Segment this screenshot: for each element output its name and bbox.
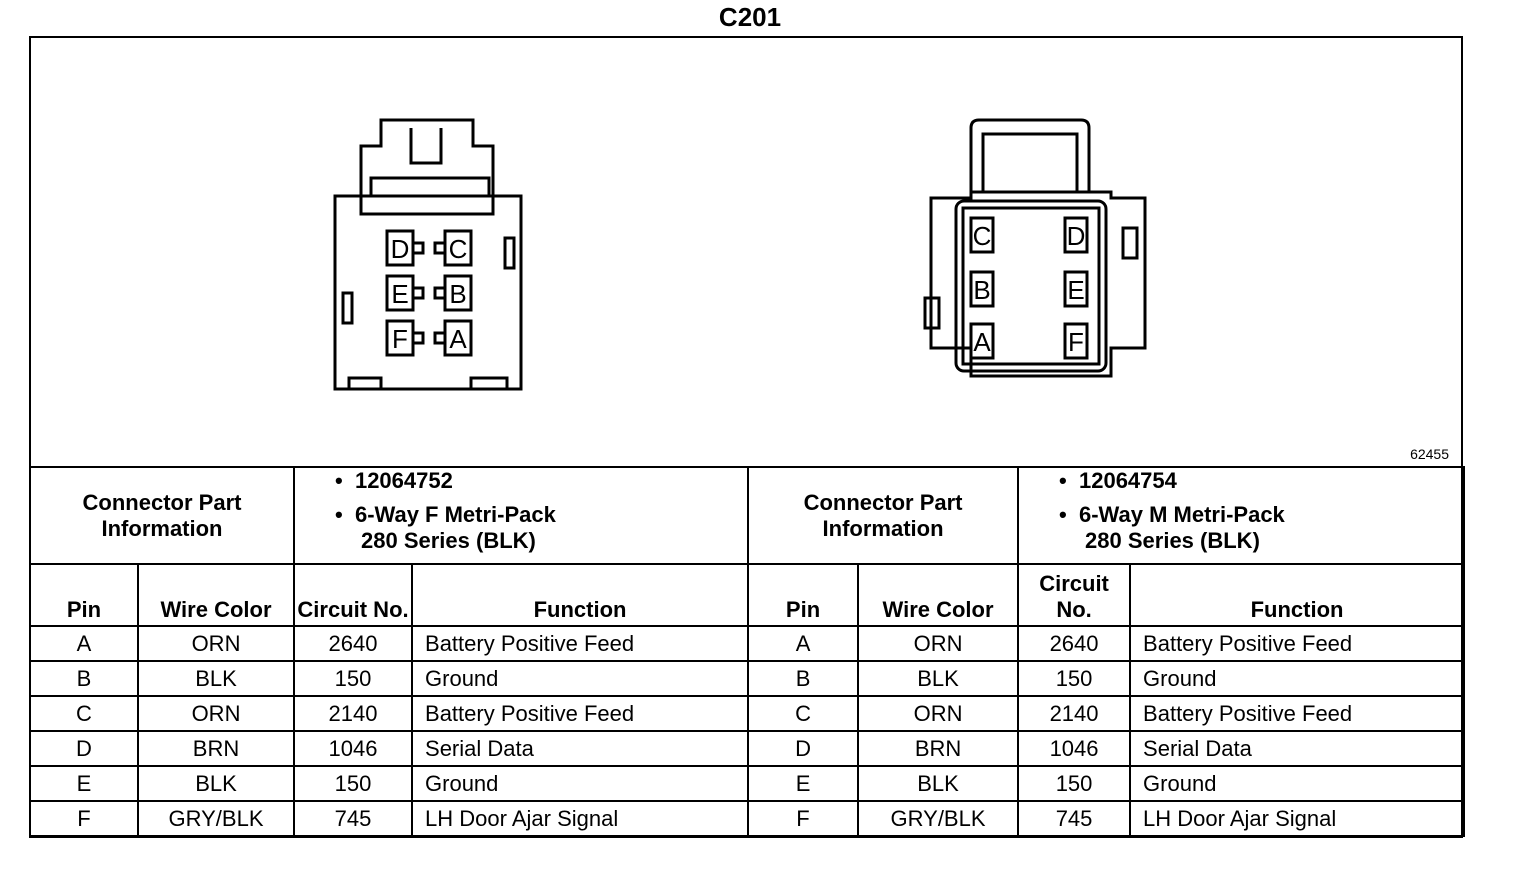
function-cell: Ground <box>1130 661 1464 696</box>
pin-cell: E <box>748 766 858 801</box>
circuit-cell: 745 <box>294 801 412 836</box>
right-col-pin: Pin <box>748 564 858 626</box>
circuit-cell: 150 <box>294 766 412 801</box>
pin-cell: B <box>30 661 138 696</box>
pin-cell: F <box>30 801 138 836</box>
function-cell: Ground <box>1130 766 1464 801</box>
wire-cell: ORN <box>138 626 294 661</box>
left-description-line2: 280 Series (BLK) <box>361 528 536 553</box>
right-connector-part-info: • 12064754 • 6-Way M Metri-Pack 280 Series (BLK) <box>1018 467 1464 564</box>
function-cell: Battery Positive Feed <box>1130 696 1464 731</box>
female-pin-label: C <box>448 234 468 264</box>
function-cell: LH Door Ajar Signal <box>1130 801 1464 836</box>
circuit-cell: 1046 <box>1018 731 1130 766</box>
male-pin-label: E <box>1067 275 1085 305</box>
male-pin-label: D <box>1066 221 1086 251</box>
pin-cell: C <box>748 696 858 731</box>
wire-cell: ORN <box>858 626 1018 661</box>
pin-cell: D <box>30 731 138 766</box>
left-part-number: 12064752 <box>354 468 453 493</box>
right-description-line2: 280 Series (BLK) <box>1085 528 1260 553</box>
circuit-cell: 2140 <box>294 696 412 731</box>
drawing-number: 62455 <box>1410 446 1449 462</box>
right-col-function: Function <box>1130 564 1464 626</box>
left-connector-part-label: Connector Part Information <box>30 467 294 564</box>
wire-cell: BLK <box>138 766 294 801</box>
left-col-wire-color: Wire Color <box>138 564 294 626</box>
pin-cell: B <box>748 661 858 696</box>
circuit-cell: 150 <box>294 661 412 696</box>
pin-cell: D <box>748 731 858 766</box>
wire-cell: BRN <box>858 731 1018 766</box>
table-row <box>30 731 1464 766</box>
female-connector-pin-labels <box>391 234 468 354</box>
female-pin-label: F <box>392 324 408 354</box>
function-cell: Ground <box>412 661 748 696</box>
male-connector-drawing <box>925 120 1145 376</box>
function-cell: Battery Positive Feed <box>412 696 748 731</box>
circuit-cell: 2140 <box>1018 696 1130 731</box>
page-title: C201 <box>718 2 782 32</box>
table-row <box>30 766 1464 801</box>
table-row <box>30 661 1464 696</box>
female-pin-label: E <box>391 279 409 309</box>
male-connector-pin-labels <box>973 221 1086 357</box>
right-col-circuit: Circuit No. <box>1018 564 1130 626</box>
wire-cell: BLK <box>858 661 1018 696</box>
pin-cell: A <box>30 626 138 661</box>
wire-cell: BLK <box>858 766 1018 801</box>
connector-diagrams <box>31 38 1461 466</box>
function-cell: Ground <box>412 766 748 801</box>
left-col-pin: Pin <box>30 564 138 626</box>
right-part-number: 12064754 <box>1078 468 1177 493</box>
right-description-line1: 6-Way M Metri-Pack <box>1078 502 1285 527</box>
wire-cell: GRY/BLK <box>138 801 294 836</box>
circuit-cell: 2640 <box>294 626 412 661</box>
right-col-wire-color: Wire Color <box>858 564 1018 626</box>
male-pin-label: B <box>973 275 991 305</box>
pin-cell: F <box>748 801 858 836</box>
table-row <box>30 801 1464 836</box>
table-row <box>30 696 1464 731</box>
female-connector-drawing <box>335 120 521 389</box>
function-cell: Serial Data <box>1130 731 1464 766</box>
function-cell: Battery Positive Feed <box>1130 626 1464 661</box>
left-col-circuit: Circuit No. <box>294 564 412 626</box>
pinout-tables <box>29 466 1465 837</box>
female-pin-label: A <box>449 324 467 354</box>
right-connector-part-label: Connector Part Information <box>748 467 1018 564</box>
function-cell: LH Door Ajar Signal <box>412 801 748 836</box>
left-description-line1: 6-Way F Metri-Pack <box>354 502 556 527</box>
circuit-cell: 1046 <box>294 731 412 766</box>
function-cell: Serial Data <box>412 731 748 766</box>
wire-cell: BLK <box>138 661 294 696</box>
circuit-cell: 745 <box>1018 801 1130 836</box>
pin-cell: E <box>30 766 138 801</box>
male-pin-label: F <box>1068 327 1084 357</box>
pin-cell: A <box>748 626 858 661</box>
wire-cell: ORN <box>858 696 1018 731</box>
circuit-cell: 150 <box>1018 766 1130 801</box>
female-pin-label: B <box>449 279 467 309</box>
left-connector-part-info: • 12064752 • 6-Way F Metri-Pack 280 Series (BLK) <box>294 467 748 564</box>
male-pin-label: C <box>972 221 992 251</box>
pin-cell: C <box>30 696 138 731</box>
connector-sheet <box>29 36 1463 838</box>
table-row <box>30 626 1464 661</box>
function-cell: Battery Positive Feed <box>412 626 748 661</box>
female-pin-label: D <box>390 234 410 264</box>
wire-cell: BRN <box>138 731 294 766</box>
left-col-function: Function <box>412 564 748 626</box>
male-pin-label: A <box>973 327 991 357</box>
wire-cell: GRY/BLK <box>858 801 1018 836</box>
wire-cell: ORN <box>138 696 294 731</box>
circuit-cell: 2640 <box>1018 626 1130 661</box>
circuit-cell: 150 <box>1018 661 1130 696</box>
